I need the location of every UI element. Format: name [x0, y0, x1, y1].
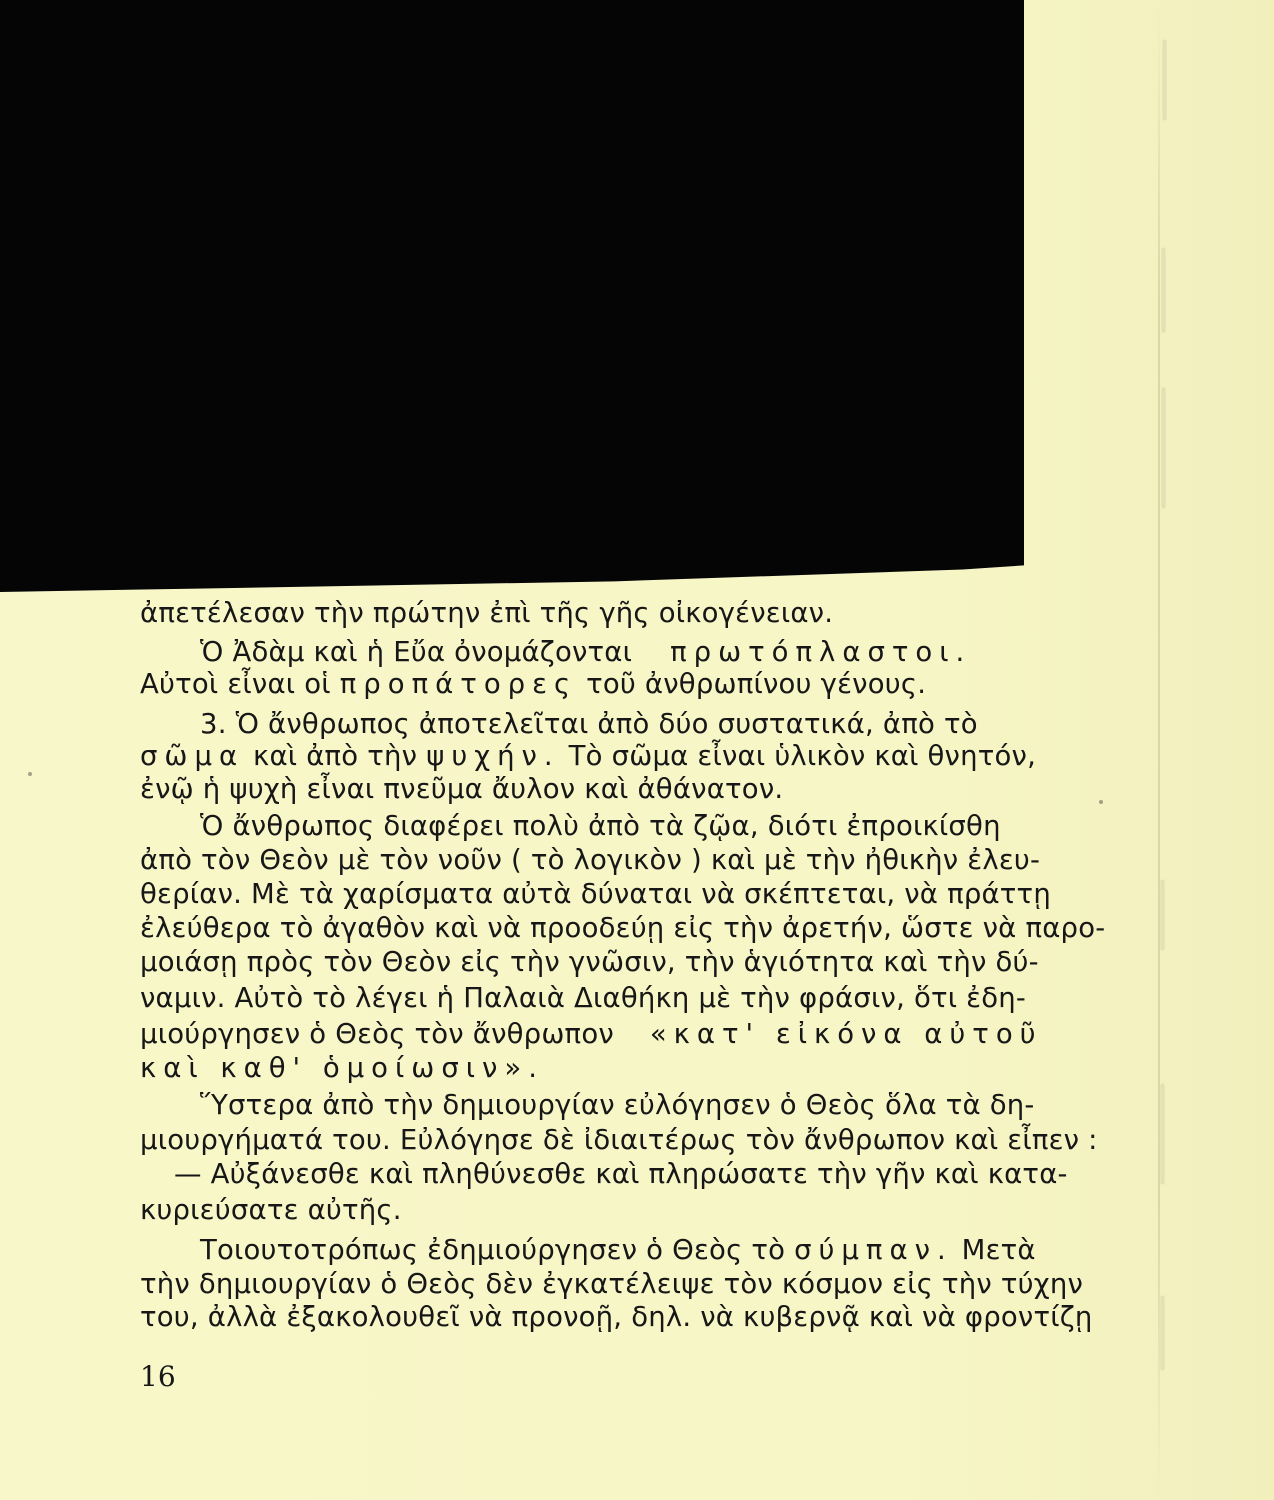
- text-segment: Τὸ σῶμα εἶναι ὑλικὸν καὶ θνητόν,: [568, 740, 1037, 772]
- text-line: Ὕστερα ἀπὸ τὴν δημιουργίαν εὐλόγησεν ὁ Θεὸς ὅλα τὰ δη-: [200, 1089, 1035, 1121]
- text-line: [140, 1048, 544, 1088]
- emphasized-term: σύμπαν.: [794, 1234, 953, 1266]
- emphasized-term: σῶμα: [140, 740, 245, 772]
- text-segment: Μετὰ: [961, 1234, 1036, 1266]
- text-line: κυριεύσατε αὐτῆς.: [140, 1194, 402, 1226]
- text-line: θερίαν. Μὲ τὰ χαρίσματα αὐτὰ δύναται νὰ σκέπτεται, νὰ πράττῃ: [140, 878, 1051, 910]
- binding-stitch: [1161, 1084, 1164, 1184]
- text-segment: καὶ ἀπὸ τὴν: [253, 740, 418, 772]
- binding-stitch: [1162, 248, 1165, 332]
- page-fold-line: [1158, 0, 1160, 1500]
- text-segment: μιούργησεν ὁ Θεὸς τὸν ἄνθρωπον: [140, 1018, 614, 1050]
- text-line: — Αὐξάνεσθε καὶ πληθύνεσθε καὶ πληρώσατε τὴν γῆν καὶ κατα-: [174, 1158, 1068, 1190]
- emphasized-quote: καὶ καθ' ὁμοίωσιν».: [140, 1052, 544, 1084]
- text-line: τὴν δημιουργίαν ὁ Θεὸς δὲν ἐγκατέλειψε τὸν κόσμον εἰς τὴν τύχην: [140, 1268, 1084, 1300]
- redaction-block: [0, 0, 1024, 592]
- emphasized-quote: «κατ' εἰκόνα αὐτοῦ: [649, 1018, 1043, 1050]
- emphasized-term: ψυχήν.: [426, 740, 560, 772]
- paper-speck: [28, 772, 32, 776]
- emphasized-term: πρωτόπλαστοι.: [670, 636, 972, 668]
- binding-stitch: [1161, 880, 1164, 950]
- binding-stitch: [1163, 40, 1166, 120]
- binding-stitch: [1161, 1296, 1164, 1370]
- text-line: μοιάσῃ πρὸς τὸν Θεὸν εἰς τὴν γνῶσιν, τὴν ἁγιότητα καὶ τὴν δύ-: [140, 946, 1039, 978]
- emphasized-term: προπάτορες: [339, 668, 578, 700]
- text-line: ναμιν. Αὐτὸ τὸ λέγει ἡ Παλαιὰ Διαθήκη μὲ τὴν φράσιν, ὅτι ἐδη-: [140, 982, 1027, 1014]
- text-segment: τοῦ ἀνθρωπίνου γένους.: [586, 668, 927, 700]
- text-line: Ὁ ἄνθρωπος διαφέρει πολὺ ἀπὸ τὰ ζῷα, διότι ἐπροικίσθη: [200, 810, 1001, 842]
- text-line: [140, 664, 926, 704]
- text-segment: Αὐτοὶ εἶναι οἱ: [140, 668, 331, 700]
- text-line: ἀπὸ τὸν Θεὸν μὲ τὸν νοῦν ( τὸ λογικὸν ) καὶ μὲ τὴν ἠθικὴν ἐλευ-: [140, 844, 1041, 876]
- page-number: 16: [140, 1360, 176, 1393]
- text-line: του, ἀλλὰ ἐξακολουθεῖ νὰ προνοῇ, δηλ. νὰ κυβερνᾷ καὶ νὰ φροντίζῃ: [140, 1301, 1093, 1333]
- text-line: ἐνῷ ἡ ψυχὴ εἶναι πνεῦμα ἄυλον καὶ ἀθάνατον.: [140, 773, 784, 805]
- text-line: μιουργήματά του. Εὐλόγησε δὲ ἰδιαιτέρως τὸν ἄνθρωπον καὶ εἶπεν :: [140, 1124, 1098, 1156]
- binding-stitch: [1162, 388, 1165, 508]
- text-line: ἐλεύθερα τὸ ἀγαθὸν καὶ νὰ προοδεύῃ εἰς τὴν ἀρετήν, ὥστε νὰ παρο-: [140, 912, 1106, 944]
- paper-speck: [1099, 800, 1103, 804]
- text-line: 3. Ὁ ἄνθρωπος ἀποτελεῖται ἀπὸ δύο συστατικά, ἀπὸ τὸ: [200, 708, 978, 740]
- text-segment: Ὁ Ἀδὰμ καὶ ἡ Εὔα ὀνομάζονται: [200, 636, 633, 668]
- text-segment: Τοιουτοτρόπως ἐδημιούργησεν ὁ Θεὸς τὸ: [200, 1234, 786, 1266]
- text-line: ἀπετέλεσαν τὴν πρώτην ἐπὶ τῆς γῆς οἰκογένειαν.: [140, 597, 834, 629]
